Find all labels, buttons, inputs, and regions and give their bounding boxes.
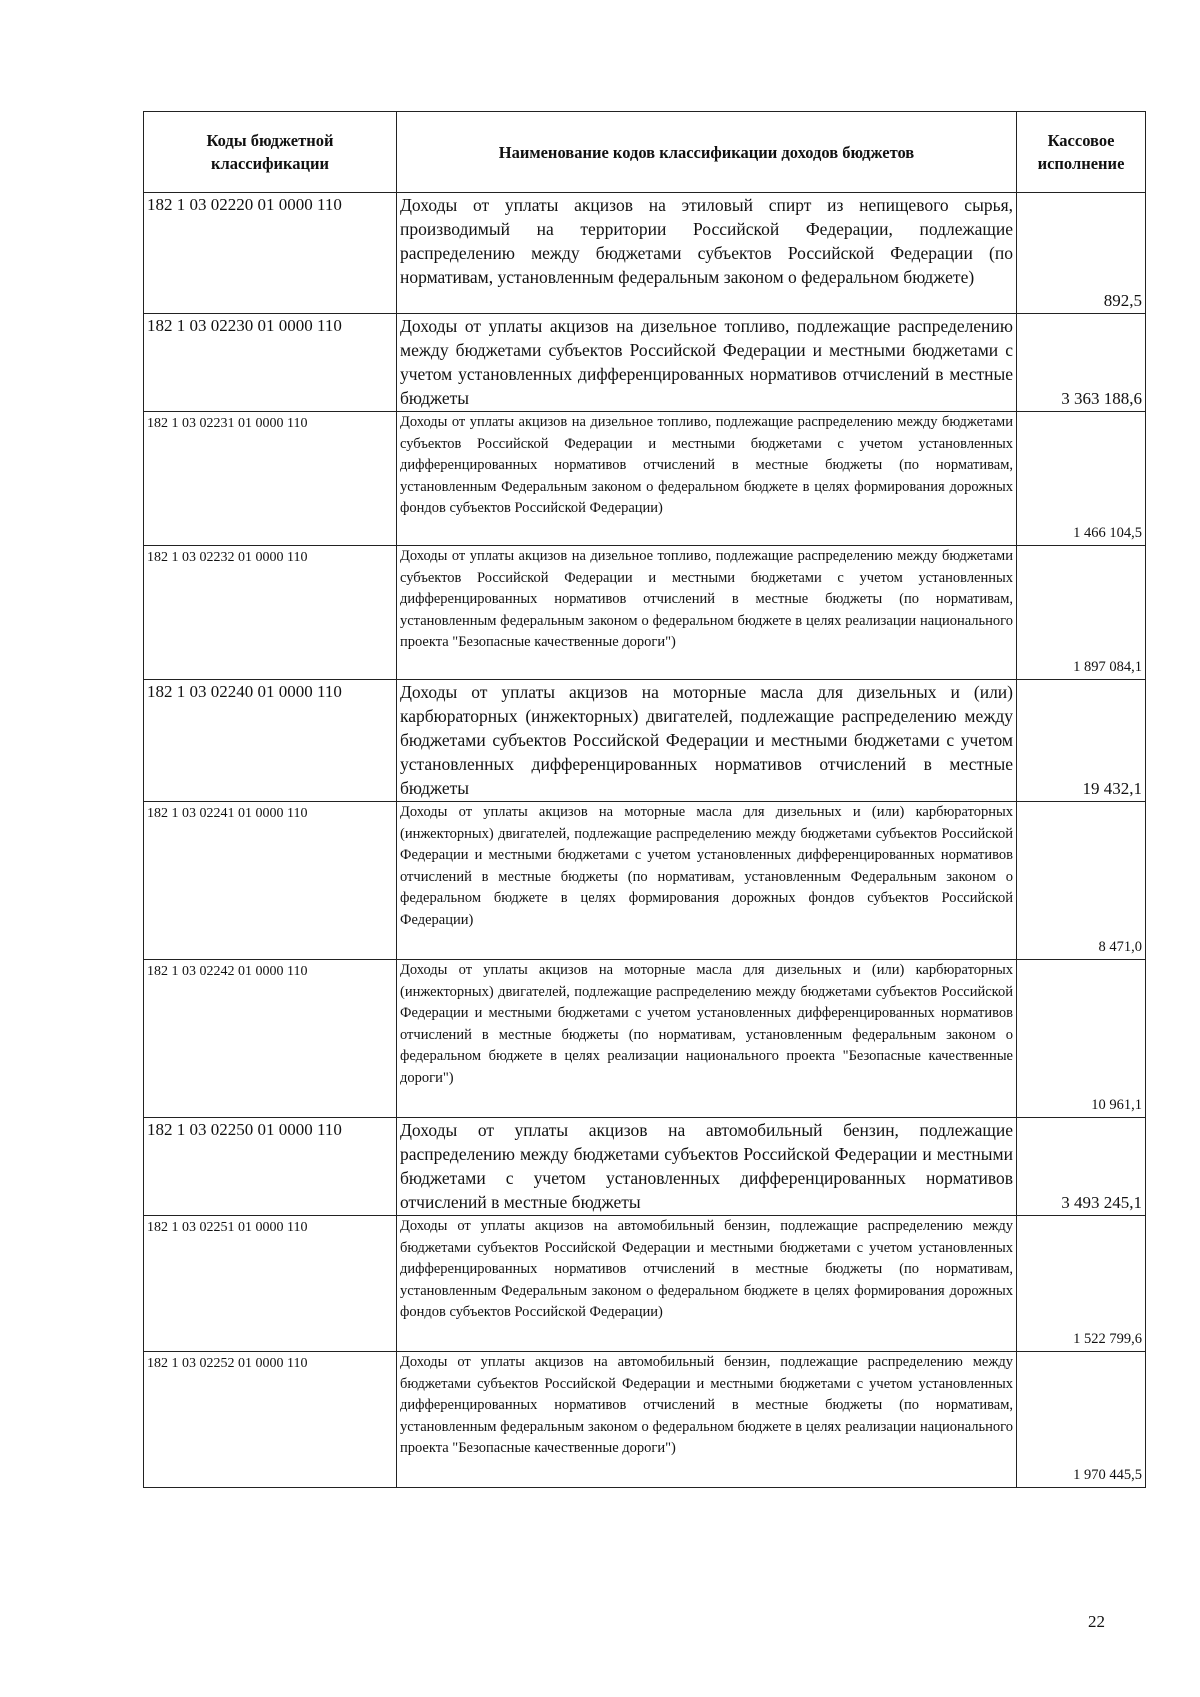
header-amount: Кассовое исполнение bbox=[1017, 112, 1146, 193]
row-code: 182 1 03 02230 01 0000 110 bbox=[144, 314, 397, 412]
row-code: 182 1 03 02241 01 0000 110 bbox=[144, 802, 397, 960]
row-amount: 10 961,1 bbox=[1017, 960, 1146, 1118]
table-row bbox=[144, 1352, 1146, 1488]
row-name: Доходы от уплаты акцизов на дизельное топливо, подлежащие распределению между бюджетами субъектов Российской Федерации и местными бюджетами с учетом установленных дифференцированных нормативов отчислений в местные бюджеты bbox=[397, 314, 1017, 412]
table-row bbox=[144, 1118, 1146, 1216]
row-amount: 19 432,1 bbox=[1017, 680, 1146, 802]
table-row bbox=[144, 412, 1146, 546]
row-name: Доходы от уплаты акцизов на моторные масла для дизельных и (или) карбюраторных (инжекторных) двигателей, подлежащие распределению между бюджетами субъектов Российской Федерации и местными бюджетами с учетом установленных дифференцированных нормативов отчислений в местные бюджеты (по нормативам, установленным Федеральным законом о федеральном бюджете в целях формирования дорожных фондов субъектов Российской Федерации) bbox=[397, 802, 1017, 960]
row-amount: 8 471,0 bbox=[1017, 802, 1146, 960]
table-row bbox=[144, 802, 1146, 960]
row-amount: 892,5 bbox=[1017, 193, 1146, 314]
row-name: Доходы от уплаты акцизов на моторные масла для дизельных и (или) карбюраторных (инжекторных) двигателей, подлежащие распределению между бюджетами субъектов Российской Федерации и местными бюджетами с учетом установленных дифференцированных нормативов отчислений в местные бюджеты (по нормативам, установленным федеральным законом о федеральном бюджете в целях реализации национального проекта "Безопасные качественные дороги") bbox=[397, 960, 1017, 1118]
page-number: 22 bbox=[1088, 1612, 1105, 1631]
table-row bbox=[144, 1216, 1146, 1352]
row-amount: 1 466 104,5 bbox=[1017, 412, 1146, 546]
row-amount: 3 493 245,1 bbox=[1017, 1118, 1146, 1216]
row-name: Доходы от уплаты акцизов на автомобильный бензин, подлежащие распределению между бюджетами субъектов Российской Федерации и местными бюджетами с учетом установленных дифференцированных нормативов отчислений в местные бюджеты (по нормативам, установленным федеральным законом о федеральном бюджете в целях реализации национального проекта "Безопасные качественные дороги") bbox=[397, 1352, 1017, 1488]
table-row bbox=[144, 680, 1146, 802]
table-row bbox=[144, 314, 1146, 412]
row-name: Доходы от уплаты акцизов на моторные масла для дизельных и (или) карбюраторных (инжекторных) двигателей, подлежащие распределению между бюджетами субъектов Российской Федерации и местными бюджетами с учетом установленных дифференцированных нормативов отчислений в местные бюджеты bbox=[397, 680, 1017, 802]
row-name: Доходы от уплаты акцизов на автомобильный бензин, подлежащие распределению между бюджетами субъектов Российской Федерации и местными бюджетами с учетом установленных дифференцированных нормативов отчислений в местные бюджеты bbox=[397, 1118, 1017, 1216]
row-amount: 1 970 445,5 bbox=[1017, 1352, 1146, 1488]
row-name: Доходы от уплаты акцизов на дизельное топливо, подлежащие распределению между бюджетами субъектов Российской Федерации и местными бюджетами с учетом установленных дифференцированных нормативов отчислений в местные бюджеты (по нормативам, установленным федеральным законом о федеральном бюджете в целях реализации национального проекта "Безопасные качественные дороги") bbox=[397, 546, 1017, 680]
row-name: Доходы от уплаты акцизов на дизельное топливо, подлежащие распределению между бюджетами субъектов Российской Федерации и местными бюджетами с учетом установленных дифференцированных нормативов отчислений в местные бюджеты (по нормативам, установленным Федеральным законом о федеральном бюджете в целях формирования дорожных фондов субъектов Российской Федерации) bbox=[397, 412, 1017, 546]
row-code: 182 1 03 02252 01 0000 110 bbox=[144, 1352, 397, 1488]
row-name: Доходы от уплаты акцизов на автомобильный бензин, подлежащие распределению между бюджетами субъектов Российской Федерации и местными бюджетами с учетом установленных дифференцированных нормативов отчислений в местные бюджеты (по нормативам, установленным Федеральным законом о федеральном бюджете в целях формирования дорожных фондов субъектов Российской Федерации) bbox=[397, 1216, 1017, 1352]
table-row bbox=[144, 546, 1146, 680]
table-row bbox=[144, 193, 1146, 314]
header-name: Наименование кодов классификации доходов бюджетов bbox=[397, 112, 1017, 193]
row-code: 182 1 03 02251 01 0000 110 bbox=[144, 1216, 397, 1352]
row-amount: 3 363 188,6 bbox=[1017, 314, 1146, 412]
table-row bbox=[144, 960, 1146, 1118]
row-code: 182 1 03 02250 01 0000 110 bbox=[144, 1118, 397, 1216]
row-amount: 1 522 799,6 bbox=[1017, 1216, 1146, 1352]
row-code: 182 1 03 02240 01 0000 110 bbox=[144, 680, 397, 802]
header-code: Коды бюджетной классификации bbox=[144, 112, 397, 193]
row-code: 182 1 03 02242 01 0000 110 bbox=[144, 960, 397, 1118]
row-code: 182 1 03 02231 01 0000 110 bbox=[144, 412, 397, 546]
table-header-row bbox=[144, 112, 1146, 193]
row-code: 182 1 03 02232 01 0000 110 bbox=[144, 546, 397, 680]
row-amount: 1 897 084,1 bbox=[1017, 546, 1146, 680]
row-name: Доходы от уплаты акцизов на этиловый спирт из непищевого сырья, производимый на территории Российской Федерации, подлежащие распределению между бюджетами субъектов Российской Федерации (по нормативам, установленным федеральным законом о федеральном бюджете) bbox=[397, 193, 1017, 314]
row-code: 182 1 03 02220 01 0000 110 bbox=[144, 193, 397, 314]
budget-revenue-table bbox=[143, 111, 1146, 1488]
